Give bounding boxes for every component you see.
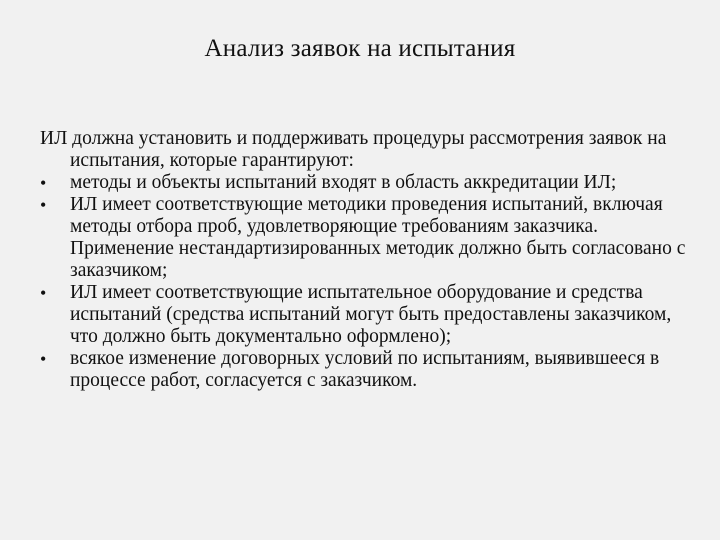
bullet-icon: • [40,283,47,303]
bullet-text: ИЛ имеет соответствующие испытательное оборудование и средства испытаний (средства испытаний могут быть предоставлены заказчиком, что должно быть документально оформлено); [70,282,672,347]
bullet-icon: • [40,195,47,215]
bullet-icon: • [40,173,47,193]
bullet-item [40,194,700,282]
slide-body [40,128,700,392]
bullet-item [40,282,700,348]
bullet-text: методы и объекты испытаний входят в область аккредитации ИЛ; [70,172,617,193]
bullet-text: ИЛ имеет соответствующие методики проведения испытаний, включая методы отбора проб, удовлетворяющие требованиям заказчика. Применение нестандартизированных методик должно быть согласовано с заказчиком; [70,194,686,281]
bullet-text: всякое изменение договорных условий по испытаниям, выявившееся в процессе работ, согласуется с заказчиком. [70,348,660,391]
bullet-item [40,172,700,194]
intro-paragraph: ИЛ должна установить и поддерживать процедуры рассмотрения заявок на испытания, которые гарантируют: [40,128,667,171]
bullet-icon: • [40,349,47,369]
bullet-item [40,348,700,392]
slide-title: Анализ заявок на испытания [204,35,516,62]
